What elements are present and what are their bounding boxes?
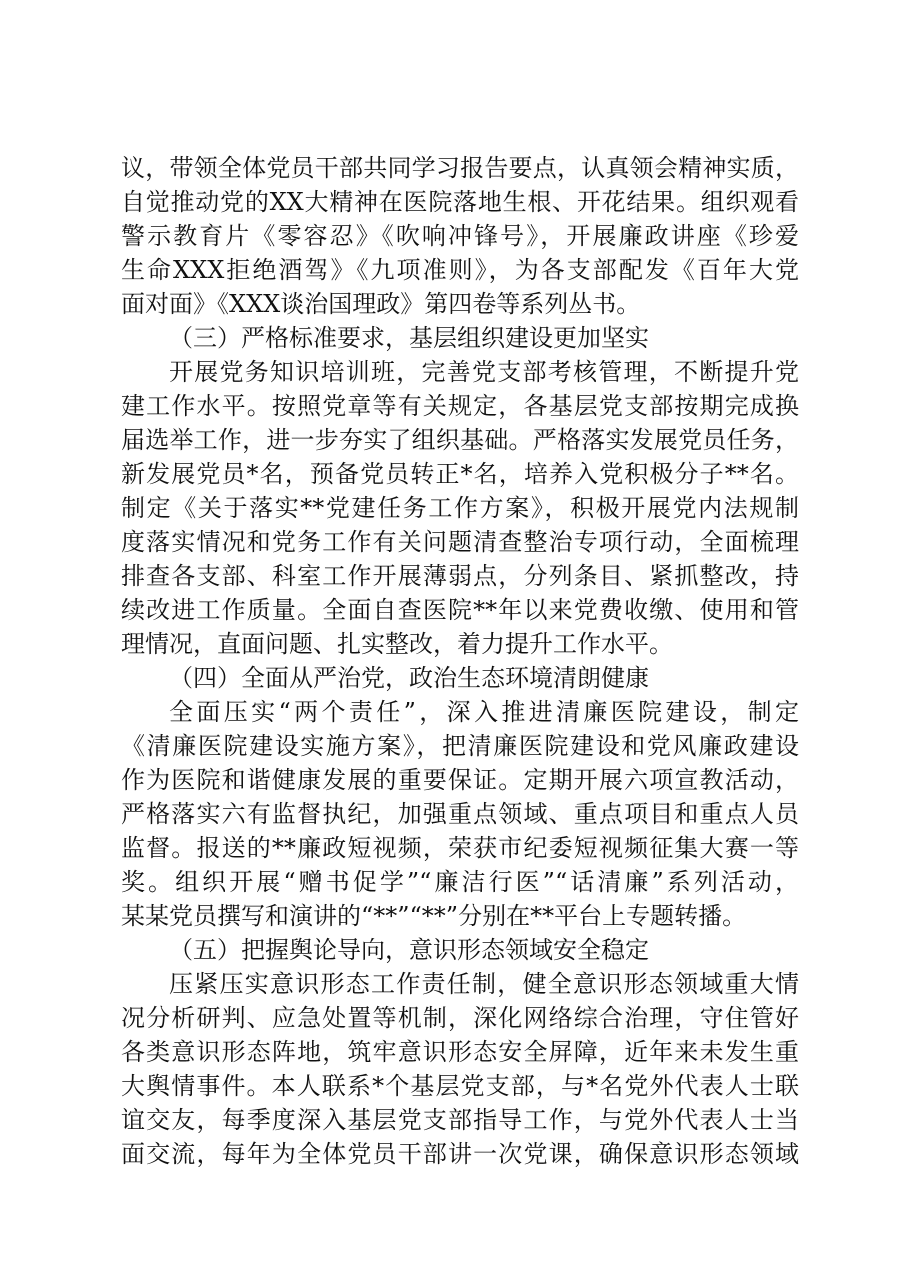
text-line: 谊交友，每季度深入基层党支部指导工作，与党外代表人士当 <box>121 1106 799 1134</box>
text-line: 《清廉医院建设实施方案》，把清廉医院建设和党风廉政建设 <box>121 732 799 760</box>
section-heading: （五）把握舆论导向，意识形态领域安全稳定 <box>169 936 649 964</box>
text-line: 奖。组织开展“赠书促学”“廉洁行医”“话清廉”系列活动， <box>121 868 799 896</box>
section-heading: （三）严格标准要求，基层组织建设更加坚实 <box>169 324 649 352</box>
text-line: 自觉推动党的XX大精神在医院落地生根、开花结果。组织观看 <box>121 188 799 216</box>
text-line: 制定《关于落实**党建任务工作方案》，积极开展党内法规制 <box>121 494 799 522</box>
text-line: 压紧压实意识形态工作责任制，健全意识形态领域重大情 <box>169 970 799 998</box>
text-line: 监督。报送的**廉政短视频，荣获市纪委短视频征集大赛一等 <box>121 834 799 862</box>
text-line: 排查各支部、科室工作开展薄弱点，分列条目、紧抓整改，持 <box>121 562 799 590</box>
text-line: 续改进工作质量。全面自查医院**年以来党费收缴、使用和管 <box>121 596 799 624</box>
text-line: 某某党员撰写和演讲的“**”“**”分别在**平台上专题转播。 <box>121 902 747 930</box>
text-line: 严格落实六有监督执纪，加强重点领域、重点项目和重点人员 <box>121 800 799 828</box>
text-line: 况分析研判、应急处置等机制，深化网络综合治理，守住管好 <box>121 1004 799 1032</box>
text-line: 度落实情况和党务工作有关问题清查整治专项行动，全面梳理 <box>121 528 799 556</box>
text-line: 各类意识形态阵地，筑牢意识形态安全屏障，近年来未发生重 <box>121 1038 799 1066</box>
text-line: 理情况，直面问题、扎实整改，着力提升工作水平。 <box>121 630 673 658</box>
text-line: 开展党务知识培训班，完善党支部考核管理，不断提升党 <box>169 358 799 386</box>
text-line: 作为医院和谐健康发展的重要保证。定期开展六项宣教活动， <box>121 766 799 794</box>
text-line: 面对面》《XXX谈治国理政》第四卷等系列丛书。 <box>121 290 641 318</box>
text-line: 警示教育片《零容忍》《吹响冲锋号》，开展廉政讲座《珍爱 <box>121 222 799 250</box>
text-line: 届选举工作，进一步夯实了组织基础。严格落实发展党员任务， <box>121 426 799 454</box>
text-line: 建工作水平。按照党章等有关规定，各基层党支部按期完成换 <box>121 392 799 420</box>
text-line: 议，带领全体党员干部共同学习报告要点，认真领会精神实质， <box>121 154 799 182</box>
text-line: 全面压实“两个责任”，深入推进清廉医院建设，制定 <box>169 698 799 726</box>
text-line: 生命XXX拒绝酒驾》《九项准则》，为各支部配发《百年大党 <box>121 256 799 284</box>
text-line: 大舆情事件。本人联系*个基层党支部，与*名党外代表人士联 <box>121 1072 799 1100</box>
section-heading: （四）全面从严治党，政治生态环境清朗健康 <box>169 664 649 692</box>
text-line: 新发展党员*名，预备党员转正*名，培养入党积极分子**名。 <box>121 460 799 488</box>
text-line: 面交流，每年为全体党员干部讲一次党课，确保意识形态领域 <box>121 1140 799 1168</box>
